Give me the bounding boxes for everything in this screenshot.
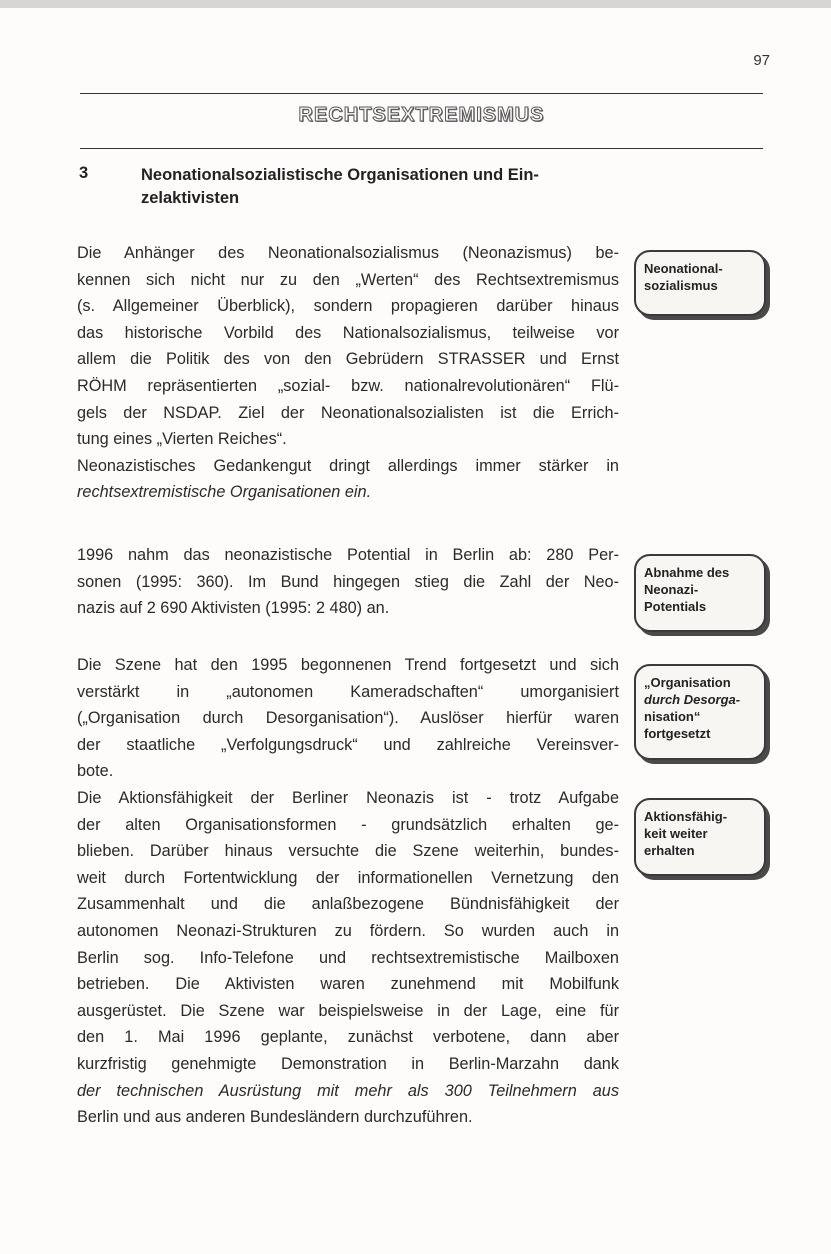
section-title-line: zelaktivisten	[141, 189, 240, 207]
margin-note-line: nisation“	[644, 709, 701, 724]
section-number: 3	[79, 164, 89, 182]
margin-note-line: Potentials	[644, 599, 707, 614]
margin-note-line: „Organisation	[644, 675, 731, 690]
text-line: tung eines „Vierten Reiches“.	[77, 430, 287, 449]
text-line: ausgerüstet. Die Szene war beispielsweise in der Lage, eine für	[77, 1001, 619, 1020]
text-line: kennen sich nicht nur zu den „Werten“ des Rechtsextremismus	[77, 270, 619, 289]
margin-note-line: erhalten	[644, 843, 695, 858]
text-line: RÖHM repräsentierten „sozial- bzw. nationalrevolutionären“ Flü-	[77, 376, 619, 395]
text-line: bote.	[77, 762, 114, 781]
header-rule-top	[80, 93, 763, 94]
text-line: blieben. Darüber hinaus versuchte die Szene weiterhin, bundes-	[77, 842, 619, 861]
text-line: betrieben. Die Aktivisten waren zunehmend mit Mobilfunk	[77, 975, 619, 994]
margin-note-organisation	[634, 664, 766, 760]
text-line: Berlin sog. Info-Telefone und rechtsextremistische Mailboxen	[77, 948, 619, 967]
margin-note-line: Abnahme des	[644, 565, 730, 580]
paragraph-neonazismus	[77, 240, 619, 506]
text-line: (s. Allgemeiner Überblick), sondern propagieren darüber hinaus	[77, 297, 619, 316]
running-header: RECHTSEXTREMISMUS	[298, 104, 545, 126]
section-title	[141, 164, 621, 210]
margin-note-abnahme	[634, 554, 766, 632]
text-line: Die Aktionsfähigkeit der Berliner Neonazis ist - trotz Aufgabe	[77, 788, 619, 807]
margin-note-line: Neonazi-	[644, 582, 699, 597]
text-line: Die Szene hat den 1995 begonnenen Trend fortgesetzt und sich	[77, 656, 619, 674]
text-line: nazis auf 2 690 Aktivisten (1995: 2 480) an.	[77, 599, 390, 618]
paragraph-potential	[77, 542, 619, 622]
text-line: Berlin und aus anderen Bundesländern durchzuführen.	[77, 1108, 473, 1127]
margin-note-neonationalsozialismus	[634, 250, 766, 316]
margin-note-line: sozialismus	[644, 278, 718, 293]
text-line: weit durch Fortentwicklung der informationellen Vernetzung den	[77, 868, 619, 887]
text-line: verstärkt in „autonomen Kameradschaften“ umorganisiert	[77, 682, 619, 701]
text-line: der technischen Ausrüstung mit mehr als 300 Teilnehmern aus	[77, 1081, 619, 1100]
text-line: Neonazistisches Gedankengut dringt allerdings immer stärker in	[77, 456, 619, 475]
text-line: („Organisation durch Desorganisation“). Auslöser hierfür waren	[77, 709, 619, 728]
text-line: das historische Vorbild des Nationalsozialismus, teilweise vor	[77, 323, 619, 342]
page-number: 97	[753, 52, 770, 69]
paragraph-szene	[77, 652, 619, 1131]
text-line: autonomen Neonazi-Strukturen zu fördern. So wurden auch in	[77, 921, 619, 940]
text-line: den 1. Mai 1996 geplante, zunächst verbotene, dann aber	[77, 1028, 619, 1047]
text-line: Die Anhänger des Neonationalsozialismus (Neonazismus) be-	[77, 244, 619, 262]
text-line: der staatliche „Verfolgungsdruck“ und zahlreiche Vereinsver-	[77, 735, 619, 754]
text-line: allem die Politik des von den Gebrüdern STRASSER und Ernst	[77, 350, 619, 369]
text-line: 1996 nahm das neonazistische Potential in Berlin ab: 280 Per-	[77, 546, 619, 564]
margin-note-line: Neonational-	[644, 261, 723, 276]
section-title-line: Neonationalsozialistische Organisationen und Ein-	[141, 166, 539, 184]
text-line: rechtsextremistische Organisationen ein.	[77, 483, 372, 502]
text-line: kurzfristig genehmigte Demonstration in Berlin-Marzahn dank	[77, 1054, 619, 1073]
text-line: gels der NSDAP. Ziel der Neonationalsozialisten ist die Errich-	[77, 403, 619, 422]
text-line: der alten Organisationsformen - grundsätzlich erhalten ge-	[77, 815, 619, 834]
text-line: sonen (1995: 360). Im Bund hingegen stieg die Zahl der Neo-	[77, 572, 619, 591]
margin-note-line: durch Desorga-	[644, 692, 741, 707]
margin-note-aktionsfaehigkeit	[634, 798, 766, 876]
margin-note-line: fortgesetzt	[644, 726, 711, 741]
header-rule-bottom	[80, 148, 763, 149]
margin-note-line: keit weiter	[644, 826, 708, 841]
scan-top-edge	[0, 0, 831, 8]
text-line: Zusammenhalt und die anlaßbezogene Bündnisfähigkeit der	[77, 895, 619, 914]
margin-note-line: Aktionsfähig-	[644, 809, 728, 824]
